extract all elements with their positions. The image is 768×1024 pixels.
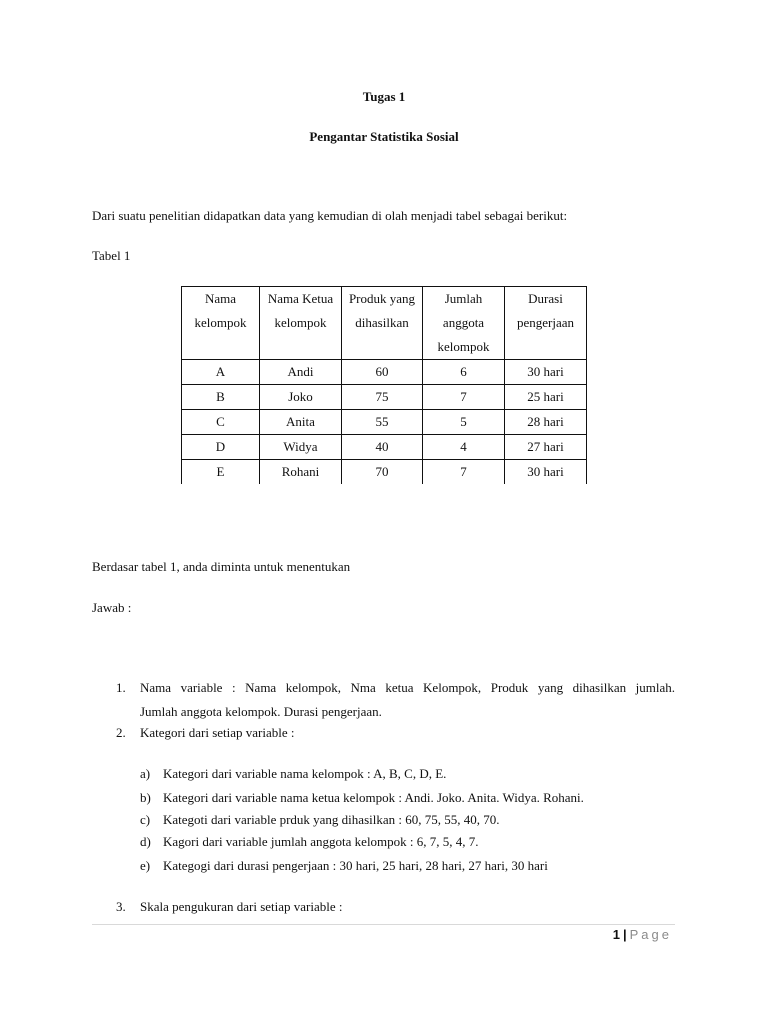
table-cell: 70	[342, 460, 423, 485]
header-cell-jumlah-anggota	[423, 287, 505, 360]
list-item-text: Nama variable : Nama kelompok, Nma ketua Kelompok, Produk yang dihasilkan jumlah.	[140, 680, 675, 695]
page-word: Page	[629, 927, 672, 942]
table-cell: E	[182, 460, 260, 485]
list-item-text: Skala pengukuran dari setiap variable :	[140, 899, 343, 914]
table-cell: 60	[342, 360, 423, 385]
table-cell: 5	[423, 410, 505, 435]
document-subtitle: Pengantar Statistika Sosial	[309, 129, 459, 144]
table-row	[182, 410, 587, 435]
table-cell: 55	[342, 410, 423, 435]
header-text: dihasilkan	[355, 315, 409, 330]
table-cell: D	[182, 435, 260, 460]
page-number: 1	[612, 927, 620, 942]
header-cell-produk	[342, 287, 423, 360]
sublist-item: Kagori dari variable jumlah anggota kelompok : 6, 7, 5, 4, 7.	[163, 834, 479, 849]
document-title: Tugas 1	[362, 89, 406, 104]
list-number: 3.	[116, 899, 126, 914]
table-cell: Rohani	[260, 460, 342, 485]
table-cell: 30 hari	[505, 360, 587, 385]
data-table	[181, 286, 587, 484]
sublist-letter: c)	[140, 812, 151, 827]
sublist-item: Kategogi dari durasi pengerjaan : 30 hari, 25 hari, 28 hari, 27 hari, 30 hari	[163, 858, 548, 873]
table-cell: Andi	[260, 360, 342, 385]
header-text: Durasi	[528, 291, 563, 306]
sublist-item: Kategoti dari variable prduk yang dihasilkan : 60, 75, 55, 40, 70.	[163, 812, 500, 827]
footer-divider	[92, 924, 675, 925]
header-text: kelompok	[437, 339, 490, 354]
table-cell: 27 hari	[505, 435, 587, 460]
header-text: kelompok	[274, 315, 327, 330]
table-cell: A	[182, 360, 260, 385]
table-cell: 28 hari	[505, 410, 587, 435]
table-row	[182, 435, 587, 460]
sublist-letter: b)	[140, 790, 151, 805]
sublist-item: Kategori dari variable nama ketua kelompok : Andi. Joko. Anita. Widya. Rohani.	[163, 790, 584, 805]
table-cell: B	[182, 385, 260, 410]
list-item-text: Kategori dari setiap variable :	[140, 725, 295, 740]
table-cell: Widya	[260, 435, 342, 460]
answer-label: Jawab :	[92, 600, 132, 615]
sublist-letter: d)	[140, 834, 151, 849]
sublist-letter: e)	[140, 858, 151, 873]
table-cell: 7	[423, 460, 505, 485]
table-cell: Anita	[260, 410, 342, 435]
header-text: Nama Ketua	[267, 291, 334, 306]
list-number: 1.	[116, 680, 126, 695]
table-row	[182, 385, 587, 410]
header-cell-durasi	[505, 287, 587, 360]
sublist-item: Kategori dari variable nama kelompok : A, B, C, D, E.	[163, 766, 447, 781]
table-cell: 40	[342, 435, 423, 460]
table-cell: C	[182, 410, 260, 435]
table-row	[182, 460, 587, 485]
header-text: Produk yang	[348, 291, 416, 306]
table-cell: 4	[423, 435, 505, 460]
header-text: Jumlah	[444, 291, 483, 306]
table-cell: Joko	[260, 385, 342, 410]
table-cell: 30 hari	[505, 460, 587, 485]
table-cell: 7	[423, 385, 505, 410]
header-text: kelompok	[194, 315, 247, 330]
header-text: Nama	[204, 291, 237, 306]
list-item-text: Jumlah anggota kelompok. Durasi pengerjaan.	[140, 704, 382, 719]
header-cell-nama-kelompok	[182, 287, 260, 360]
header-text: pengerjaan	[516, 315, 575, 330]
intro-paragraph: Dari suatu penelitian didapatkan data yang kemudian di olah menjadi tabel sebagai berikut:	[92, 208, 568, 223]
table-cell: 75	[342, 385, 423, 410]
header-cell-nama-ketua	[260, 287, 342, 360]
footer-separator: |	[622, 927, 627, 942]
question-prompt: Berdasar tabel 1, anda diminta untuk menentukan	[92, 559, 351, 574]
table-caption: Tabel 1	[92, 248, 131, 263]
list-number: 2.	[116, 725, 126, 740]
page-footer	[613, 927, 672, 942]
table-cell: 6	[423, 360, 505, 385]
table-cell: 25 hari	[505, 385, 587, 410]
header-text: anggota	[442, 315, 485, 330]
table-row	[182, 360, 587, 385]
table-header-row	[182, 287, 587, 360]
sublist-letter: a)	[140, 766, 151, 781]
